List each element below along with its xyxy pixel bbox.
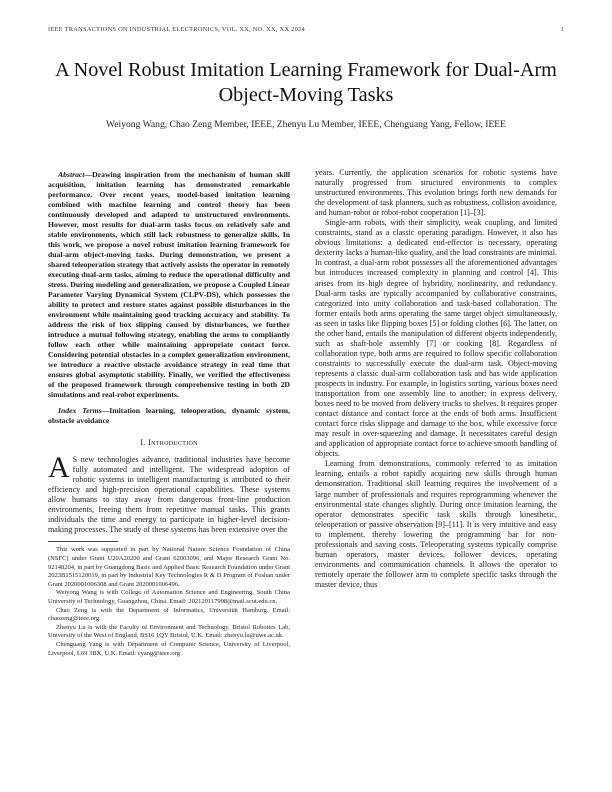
- paragraph-imitation-learning: Learning from demonstrations, commonly referred to as imitation learning, entails a robot rapidly acquiring new skills through human demonstration. Traditional skill learning requires the involvement of a large number of professionals and requires reprogramming whenever the environmental state changes slightly. During once imitation learning, the operator demonstrates specific task skills through kinesthetic, teleoperation or passive observation [9]–[11]. It is very intuitive and easy to implement, thereby lowering the programming bar for non-professionals and saving costs. Teleoperating systems typically comprise human operators, master devices, follower devices, operating environments and communication channels. It allows the operator to remotely operate the follower arm to complete specific tasks through the master device, thus: [315, 459, 557, 589]
- dropcap-letter: A: [48, 451, 70, 485]
- index-terms-text: —Imitation learning, teleoperation, dynamic system, obstacle avoidance: [48, 406, 290, 425]
- section-heading: [48, 438, 290, 448]
- section-title: Introduction: [148, 438, 198, 447]
- index-terms: [48, 406, 290, 426]
- footnote-rule: [48, 541, 118, 542]
- abstract-label: Abstract: [58, 170, 85, 179]
- footnote-funding: This work was supported in part by National Nature Science Foundation of China (NSFC) under Grant U20A20200 and Grant 62003096, and Major Research Grant No. 92148204, in part by Guangdong Basic and Applied Basic Research Foundation under Grant 2023B1515120019, in part by Industrial Key Technologies R & D Program of Foshan under Grant 2020001006308 and Grant 2020001006496.: [48, 546, 290, 588]
- footnote-author-4: Chenguang Yang is with Department of Computer Science, University of Liverpool, Liverpool, L69 3BX, U.K. Email: cyang@ieee.org: [48, 640, 290, 657]
- footnote-author-3: Zhenyu Lu is with the Faculty of Environment and Technology, Bristol Robotics Lab, University of the West of England, BS16 1QY Bristol, U.K. Email: zhenyu.lu@uwe.ac.uk.: [48, 623, 290, 640]
- journal-name: IEEE TRANSACTIONS ON INDUSTRIAL ELECTRONICS, VOL. XX, NO. XX, XX 2024: [48, 26, 305, 33]
- intro-paragraph: [48, 451, 290, 535]
- left-column: [48, 170, 290, 658]
- paper-title: A Novel Robust Imitation Learning Framework for Dual-Arm Object-Moving Tasks: [55, 59, 557, 106]
- footnote-author-2: Chao Zeng is with the Department of Informatics, Universität Hamburg. Email: chaozeng@ieee.org.: [48, 606, 290, 623]
- paragraph-continuation: years. Currently, the application scenarios for robotic systems have naturally progressed from structured environments to complex unstructured environments. This evolution brings forth new demands for the development of task planners, such as robustness, collision avoidance, and human-robot or robot-robot cooperation [1]–[3].: [315, 168, 557, 218]
- section-number: I.: [140, 438, 146, 447]
- abstract-text: —Drawing inspiration from the mechanism of human skill acquisition, imitation learning has demonstrated remarkable performance. Over recent years, model-based imitation learning combined with machine learning and control theory has been continuously developed and adapted to unstructured environments. However, most results for dual-arm tasks focus on relatively safe and stable environments, which still lack robustness to generalize skills. In this work, we propose a novel robust imitation learning framework for dual-arm object-moving tasks. During demonstration, we present a shared teleoperation strategy that actively assists the operator in remotely executing dual-arm tasks, aiming to reduce the operational difficulty and stress. During modeling and generalization, we propose a Coupled Linear Parameter Varying Dynamical System (CLPV-DS), which possesses the ability to protect and restore states against possible disturbances in the environment while maintaining good tracking accuracy and stability. To address the risk of box slipping caused by disturbances, we further introduce a mutual following strategy, enabling the arms to compliantly follow each other while maintaining appropriate contact force. Considering potential obstacles in a complex generalization environment, we introduce a reactive obstacle avoidance strategy in real time that ensures global asymptotic stability. Finally, we verified the effectiveness of the proposed framework through comprehensive testing in both 2D simulations and real-robot experiments.: [48, 170, 290, 399]
- page-number: 1: [560, 26, 564, 33]
- footnote-author-1: Weiyong Wang is with College of Automation Science and Engineering, South China University of Technology, Guangzhou, China. Email: 202120117998@mail.scut.edu.cn.: [48, 589, 290, 605]
- right-column: [315, 168, 557, 590]
- abstract: [48, 170, 290, 400]
- paragraph-dual-arm: Single-arm robots, with their simplicity, weak coupling, and limited constraints, stand as a classic operating paradigm. However, it also has obvious limitations: a dedicated end-effector is necessary, operating dexterity lacks a human-like quality, and the load constraints are minimal. In contrast, a dual-arm robot possesses all the aforementioned advantages but introduces increased complexity in planning and control [4]. This arises from its high degree of hybridity, nonlinearity, and redundancy. Dual-arm tasks are typically accompanied by collaborative constraints, categorized into unity collaboration and task-based collaboration. The former entails both arms operating the same target object simultaneously, as seen in tasks like flipping boxes [5] or folding clothes [6]. The latter, on the other hand, entails the manipulation of different objects independently, such as shaft-hole assembly [7] or cooking [8]. Regardless of collaboration type, both arms are required to follow specific collaboration constraints to successfully execute the dual-arm task. Object-moving represents a classic dual-arm collaboration task and has wide application prospects in industry. For example, in logistics sorting, various boxes need transportation from one assembly line to another; in express delivery, boxes need to be moved from delivery trucks to shelves. It requires proper contact distance and contact force at the ends of both arms. Insufficient contact force risks slippage and damage to the box, while excessive force may result in over-squeezing and damage. It necessitates careful design and application of appropriate contact force to achieve smooth handling of objects.: [315, 218, 557, 459]
- intro-text: S new technologies advance, traditional industries have become fully automated and intelligent. The widespread adoption of robotic systems in intelligent manufacturing is attributed to their efficiency and high-precision operational capabilities. These systems allow humans to stay away from dangerous front-line production environments, freeing them from repetitive manual tasks. This grants individuals the time and energy to participate in higher-level decision-making processes. The study of these systems has been extensive over the: [48, 455, 290, 535]
- running-head: [48, 26, 564, 38]
- author-list: Weiyong Wang, Chao Zeng Member, IEEE, Zhenyu Lu Member, IEEE, Chenguang Yang, Fellow, IEEE: [105, 119, 506, 130]
- index-terms-label: Index Terms: [58, 406, 102, 415]
